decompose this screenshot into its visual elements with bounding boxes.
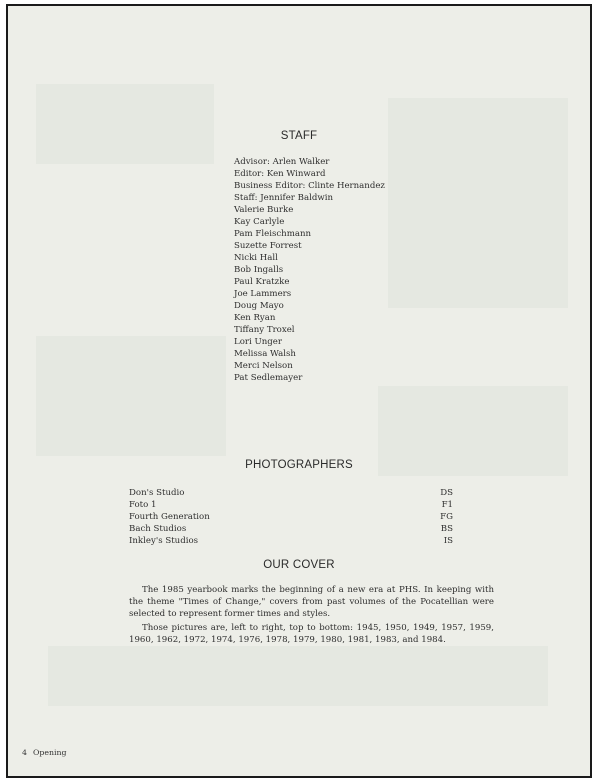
show-through-block: [36, 84, 214, 164]
page-number: 4: [22, 748, 27, 757]
staff-member: Doug Mayo: [234, 301, 284, 311]
photographer-name: Foto 1: [129, 500, 157, 510]
photographer-name: Inkley's Studios: [129, 536, 199, 546]
photographer-code: DS: [440, 488, 453, 498]
staff-member: Tiffany Troxel: [234, 325, 295, 335]
photographer-code: BS: [440, 524, 453, 534]
photographer-code: IS: [443, 536, 453, 546]
staff-member: Advisor: Arlen Walker: [234, 157, 330, 167]
photographer-row: [129, 523, 459, 535]
photographer-name: Don's Studio: [129, 488, 185, 498]
staff-member: Pat Sedlemayer: [234, 373, 303, 383]
staff-member: Suzette Forrest: [234, 241, 302, 251]
photographer-row: [129, 535, 459, 547]
staff-member: Ken Ryan: [234, 313, 276, 323]
yearbook-page: [6, 4, 592, 778]
photographer-code: FG: [440, 512, 453, 522]
show-through-block: [36, 336, 226, 456]
staff-member: Merci Nelson: [234, 361, 293, 371]
staff-member: Melissa Walsh: [234, 349, 296, 359]
staff-member: Pam Fleischmann: [234, 229, 312, 239]
photographer-name: Fourth Generation: [129, 512, 210, 522]
staff-heading: STAFF: [280, 130, 318, 142]
photographer-name: Bach Studios: [129, 524, 187, 534]
cover-description: [129, 584, 494, 648]
staff-member: Editor: Ken Winward: [234, 169, 326, 179]
photographer-row: [129, 499, 459, 511]
section-name: Opening: [32, 748, 67, 757]
staff-member: Business Editor: Clinte Hernandez: [234, 181, 385, 191]
staff-member: Valerie Burke: [234, 205, 294, 215]
show-through-block: [48, 646, 548, 706]
staff-member: Joe Lammers: [234, 289, 292, 299]
photographer-row: [129, 511, 459, 523]
cover-paragraph: Those pictures are, left to right, top to bottom: 1945, 1950, 1949, 1957, 1959, 1960, 1962, 1972, 1974, 1976, 1978, 1979, 1980, 1981, 1983, and 1984.: [129, 623, 494, 645]
staff-member: Kay Carlyle: [234, 217, 285, 227]
photographers-heading: PHOTOGRAPHERS: [245, 459, 353, 471]
staff-member: Staff: Jennifer Baldwin: [234, 193, 333, 203]
staff-member: Lori Unger: [234, 337, 282, 347]
photographer-code: F1: [441, 500, 453, 510]
photographer-row: [129, 487, 459, 499]
page-footer: [22, 748, 73, 757]
cover-paragraph: The 1985 yearbook marks the beginning of a new era at PHS. In keeping with the theme "Times of Change," covers from past volumes of the Pocatellian were selected to represent former times and styles.: [129, 585, 494, 619]
cover-heading: OUR COVER: [263, 559, 335, 571]
staff-list: [234, 156, 385, 384]
staff-member: Nicki Hall: [234, 253, 278, 263]
staff-member: Paul Kratzke: [234, 277, 290, 287]
staff-member: Bob Ingalls: [234, 265, 284, 275]
photographers-table: [129, 487, 459, 547]
